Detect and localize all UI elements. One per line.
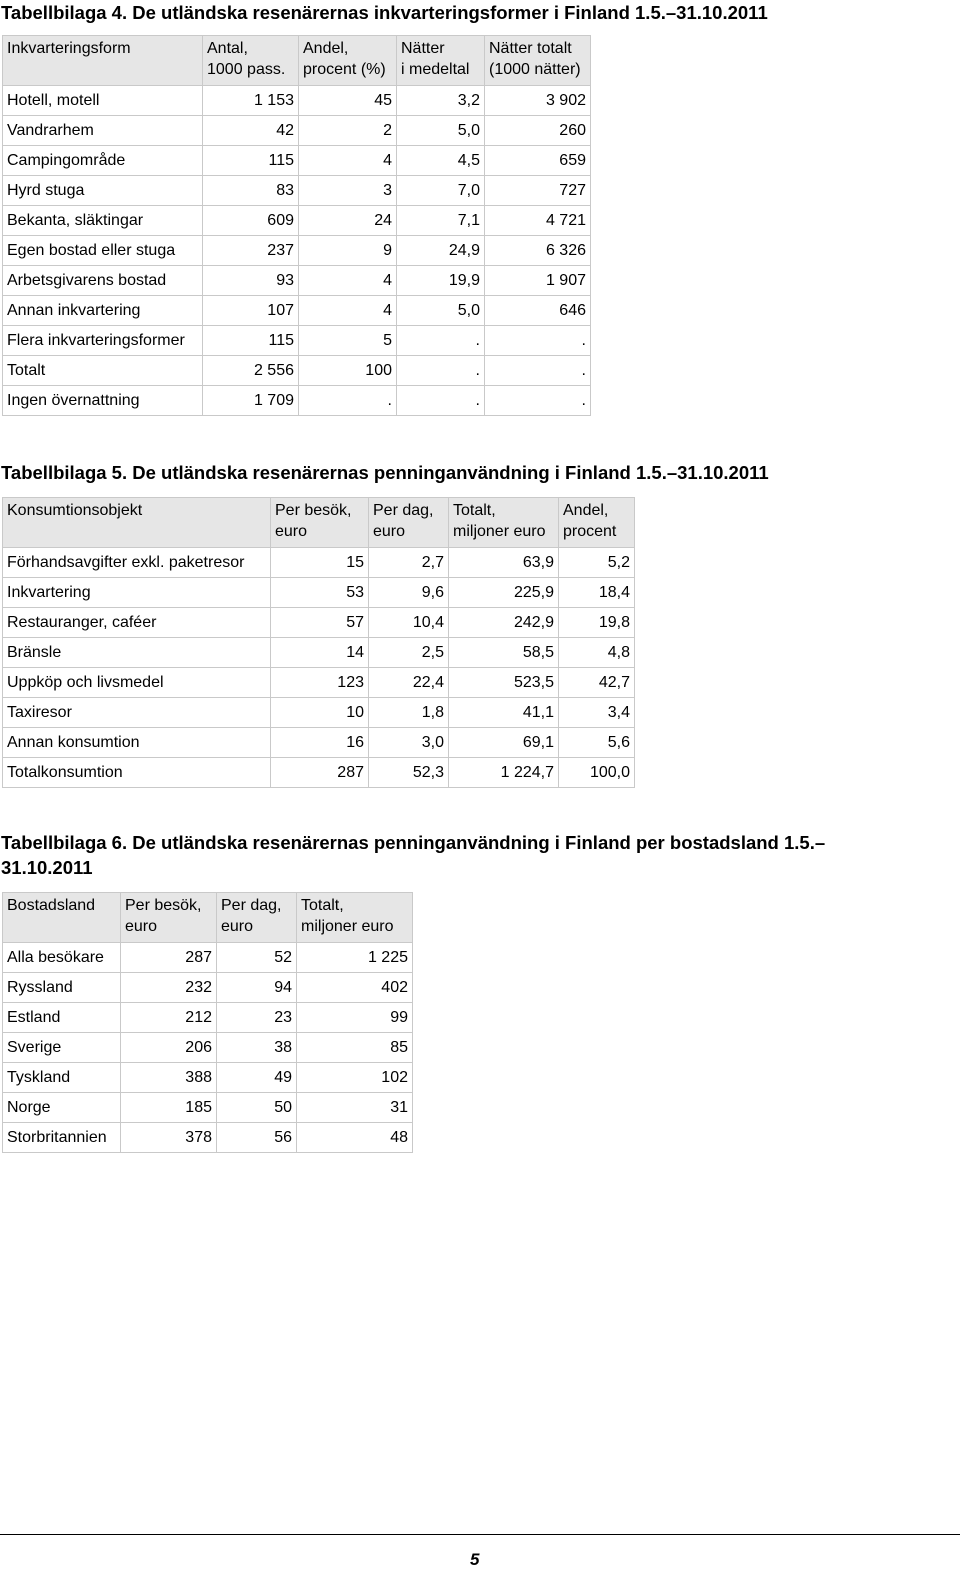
- table-cell: 727: [485, 176, 591, 206]
- row-label: Estland: [3, 1003, 121, 1033]
- column-header: [559, 498, 635, 548]
- table-cell: 16: [271, 728, 369, 758]
- table-cell: 659: [485, 146, 591, 176]
- table-cell: 10,4: [369, 608, 449, 638]
- row-label: Tyskland: [3, 1063, 121, 1093]
- table-cell: 388: [121, 1063, 217, 1093]
- table-cell: .: [397, 326, 485, 356]
- table-cell: 185: [121, 1093, 217, 1123]
- table-cell: 232: [121, 973, 217, 1003]
- column-header-line: miljoner euro: [453, 523, 546, 540]
- table-cell: .: [397, 386, 485, 416]
- table-cell: 3,4: [559, 698, 635, 728]
- column-header-line: Per besök,: [275, 502, 352, 519]
- table-cell: 69,1: [449, 728, 559, 758]
- table-cell: 646: [485, 296, 591, 326]
- table-cell: 52,3: [369, 758, 449, 788]
- table-row: [3, 668, 635, 698]
- table-cell: 123: [271, 668, 369, 698]
- table-cell: 115: [203, 326, 299, 356]
- table-row: [3, 943, 413, 973]
- table-cell: 1 224,7: [449, 758, 559, 788]
- table-cell: 206: [121, 1033, 217, 1063]
- table-cell: 56: [217, 1123, 297, 1153]
- table-cell: 22,4: [369, 668, 449, 698]
- row-label: Egen bostad eller stuga: [3, 236, 203, 266]
- column-header-line: Andel,: [303, 40, 349, 57]
- column-header: [217, 893, 297, 943]
- row-label: Hotell, motell: [3, 86, 203, 116]
- table-cell: 402: [297, 973, 413, 1003]
- column-header: [299, 36, 397, 86]
- column-header-line: Per besök,: [125, 897, 202, 914]
- column-header-line: Totalt,: [453, 502, 496, 519]
- table-cell: 4: [299, 296, 397, 326]
- table-cell: 10: [271, 698, 369, 728]
- column-header-line: euro: [275, 523, 308, 540]
- column-header: [485, 36, 591, 86]
- table-cell: .: [485, 326, 591, 356]
- table-row: [3, 1003, 413, 1033]
- column-header-line: Totalt,: [301, 897, 344, 914]
- table-cell: 94: [217, 973, 297, 1003]
- table5: [2, 497, 635, 788]
- table-cell: 83: [203, 176, 299, 206]
- column-header-line: miljoner euro: [301, 918, 394, 935]
- table-row: [3, 973, 413, 1003]
- header-row: [3, 498, 635, 548]
- table4-section: [1, 0, 768, 416]
- table-cell: 9: [299, 236, 397, 266]
- table-row: [3, 206, 591, 236]
- table-cell: 5,0: [397, 116, 485, 146]
- row-label: Annan konsumtion: [3, 728, 271, 758]
- table-cell: 58,5: [449, 638, 559, 668]
- row-label: Förhandsavgifter exkl. paketresor: [3, 548, 271, 578]
- column-header: [203, 36, 299, 86]
- row-label: Hyrd stuga: [3, 176, 203, 206]
- row-label: Annan inkvartering: [3, 296, 203, 326]
- table-cell: 4,8: [559, 638, 635, 668]
- table-cell: 24,9: [397, 236, 485, 266]
- table-cell: 225,9: [449, 578, 559, 608]
- table-cell: 102: [297, 1063, 413, 1093]
- table-cell: 4,5: [397, 146, 485, 176]
- table-row: [3, 548, 635, 578]
- column-header-line: i medeltal: [401, 61, 470, 78]
- table-row: [3, 86, 591, 116]
- table-cell: 38: [217, 1033, 297, 1063]
- table-cell: 63,9: [449, 548, 559, 578]
- table-cell: 9,6: [369, 578, 449, 608]
- table-row: [3, 1093, 413, 1123]
- column-header-line: Per dag,: [373, 502, 434, 519]
- table4-title: Tabellbilaga 4. De utländska resenärernas inkvarteringsformer i Finland 1.5.–31.10.2011: [1, 2, 768, 23]
- table-row: [3, 638, 635, 668]
- table-cell: 19,9: [397, 266, 485, 296]
- table5-title: Tabellbilaga 5. De utländska resenärernas penninganvändning i Finland 1.5.–31.10.2011: [1, 462, 769, 483]
- table-row: [3, 326, 591, 356]
- table6: [2, 892, 413, 1153]
- table-cell: 1 907: [485, 266, 591, 296]
- table6-title: Tabellbilaga 6. De utländska resenärernas penninganvändning i Finland per bostadsland 1.5.–31.10.2011: [1, 832, 826, 878]
- column-header-line: procent (%): [303, 61, 386, 78]
- row-label: Sverige: [3, 1033, 121, 1063]
- column-header: [3, 893, 121, 943]
- table-cell: 523,5: [449, 668, 559, 698]
- table-row: [3, 296, 591, 326]
- table-cell: 85: [297, 1033, 413, 1063]
- column-header: [449, 498, 559, 548]
- column-header: [271, 498, 369, 548]
- column-header: [3, 36, 203, 86]
- table-cell: 6 326: [485, 236, 591, 266]
- table-cell: 2,7: [369, 548, 449, 578]
- table-cell: 3 902: [485, 86, 591, 116]
- table-cell: 57: [271, 608, 369, 638]
- table-cell: 4: [299, 266, 397, 296]
- table-cell: 5,2: [559, 548, 635, 578]
- column-header-line: (1000 nätter): [489, 61, 581, 78]
- table-cell: 1 225: [297, 943, 413, 973]
- table-cell: 4 721: [485, 206, 591, 236]
- footer-rule: [0, 1534, 960, 1535]
- table-cell: 50: [217, 1093, 297, 1123]
- table-cell: 2 556: [203, 356, 299, 386]
- table6-section: [1, 830, 901, 1153]
- header-row: [3, 36, 591, 86]
- column-header-line: Konsumtionsobjekt: [7, 502, 143, 519]
- column-header: [297, 893, 413, 943]
- table-row: [3, 266, 591, 296]
- table-cell: 49: [217, 1063, 297, 1093]
- column-header-line: Nätter totalt: [489, 40, 572, 57]
- table-cell: 1,8: [369, 698, 449, 728]
- table-cell: 260: [485, 116, 591, 146]
- table-cell: 115: [203, 146, 299, 176]
- row-label: Totalkonsumtion: [3, 758, 271, 788]
- table-cell: 99: [297, 1003, 413, 1033]
- row-label: Storbritannien: [3, 1123, 121, 1153]
- table-row: [3, 146, 591, 176]
- column-header: [397, 36, 485, 86]
- row-label: Vandrarhem: [3, 116, 203, 146]
- table-cell: 287: [121, 943, 217, 973]
- column-header-line: euro: [373, 523, 406, 540]
- table-cell: 3: [299, 176, 397, 206]
- table-cell: 23: [217, 1003, 297, 1033]
- table-cell: 19,8: [559, 608, 635, 638]
- table-row: [3, 236, 591, 266]
- row-label: Arbetsgivarens bostad: [3, 266, 203, 296]
- table5-section: [1, 460, 769, 788]
- table-cell: 609: [203, 206, 299, 236]
- table-row: [3, 1063, 413, 1093]
- table-row: [3, 578, 635, 608]
- table-row: [3, 1123, 413, 1153]
- row-label: Totalt: [3, 356, 203, 386]
- column-header-line: Inkvarteringsform: [7, 40, 131, 57]
- row-label: Flera inkvarteringsformer: [3, 326, 203, 356]
- table-cell: 1 709: [203, 386, 299, 416]
- column-header-line: euro: [125, 918, 158, 935]
- row-label: Campingområde: [3, 146, 203, 176]
- row-label: Restauranger, caféer: [3, 608, 271, 638]
- table-cell: 1 153: [203, 86, 299, 116]
- table-cell: 7,1: [397, 206, 485, 236]
- table-cell: 7,0: [397, 176, 485, 206]
- table-cell: 5,6: [559, 728, 635, 758]
- column-header-line: Bostadsland: [7, 897, 96, 914]
- table-cell: 42,7: [559, 668, 635, 698]
- table-cell: 31: [297, 1093, 413, 1123]
- table-cell: .: [299, 386, 397, 416]
- table-cell: 42: [203, 116, 299, 146]
- table-row: [3, 176, 591, 206]
- row-label: Inkvartering: [3, 578, 271, 608]
- table-cell: .: [485, 386, 591, 416]
- table-cell: 378: [121, 1123, 217, 1153]
- table-cell: 212: [121, 1003, 217, 1033]
- table-cell: 24: [299, 206, 397, 236]
- table-row: [3, 356, 591, 386]
- column-header-line: procent: [563, 523, 617, 540]
- column-header-line: euro: [221, 918, 254, 935]
- table-cell: 2,5: [369, 638, 449, 668]
- column-header: [369, 498, 449, 548]
- table-cell: 93: [203, 266, 299, 296]
- table-cell: 2: [299, 116, 397, 146]
- table-cell: 237: [203, 236, 299, 266]
- column-header-line: 1000 pass.: [207, 61, 286, 78]
- table-cell: 41,1: [449, 698, 559, 728]
- column-header-line: Nätter: [401, 40, 445, 57]
- row-label: Alla besökare: [3, 943, 121, 973]
- table-row: [3, 608, 635, 638]
- table-cell: 5,0: [397, 296, 485, 326]
- table-row: [3, 698, 635, 728]
- table-cell: 14: [271, 638, 369, 668]
- table-cell: 100,0: [559, 758, 635, 788]
- row-label: Uppköp och livsmedel: [3, 668, 271, 698]
- table-cell: 100: [299, 356, 397, 386]
- table-row: [3, 116, 591, 146]
- header-row: [3, 893, 413, 943]
- page-number: 5: [470, 1550, 480, 1569]
- table-cell: 15: [271, 548, 369, 578]
- column-header-line: Antal,: [207, 40, 248, 57]
- table4: [2, 35, 591, 416]
- table-cell: 45: [299, 86, 397, 116]
- column-header: [3, 498, 271, 548]
- column-header-line: Andel,: [563, 502, 609, 519]
- column-header-line: Per dag,: [221, 897, 282, 914]
- table-cell: .: [485, 356, 591, 386]
- row-label: Norge: [3, 1093, 121, 1123]
- table-cell: 52: [217, 943, 297, 973]
- table-cell: 3,2: [397, 86, 485, 116]
- table-cell: 107: [203, 296, 299, 326]
- table-cell: 4: [299, 146, 397, 176]
- row-label: Taxiresor: [3, 698, 271, 728]
- column-header: [121, 893, 217, 943]
- table-cell: 5: [299, 326, 397, 356]
- table-cell: 242,9: [449, 608, 559, 638]
- table-row: [3, 728, 635, 758]
- table-row: [3, 758, 635, 788]
- row-label: Ryssland: [3, 973, 121, 1003]
- table-row: [3, 386, 591, 416]
- table-row: [3, 1033, 413, 1063]
- table-cell: .: [397, 356, 485, 386]
- table-cell: 53: [271, 578, 369, 608]
- row-label: Bränsle: [3, 638, 271, 668]
- row-label: Bekanta, släktingar: [3, 206, 203, 236]
- row-label: Ingen övernattning: [3, 386, 203, 416]
- table-cell: 48: [297, 1123, 413, 1153]
- table-cell: 287: [271, 758, 369, 788]
- table-cell: 3,0: [369, 728, 449, 758]
- table-cell: 18,4: [559, 578, 635, 608]
